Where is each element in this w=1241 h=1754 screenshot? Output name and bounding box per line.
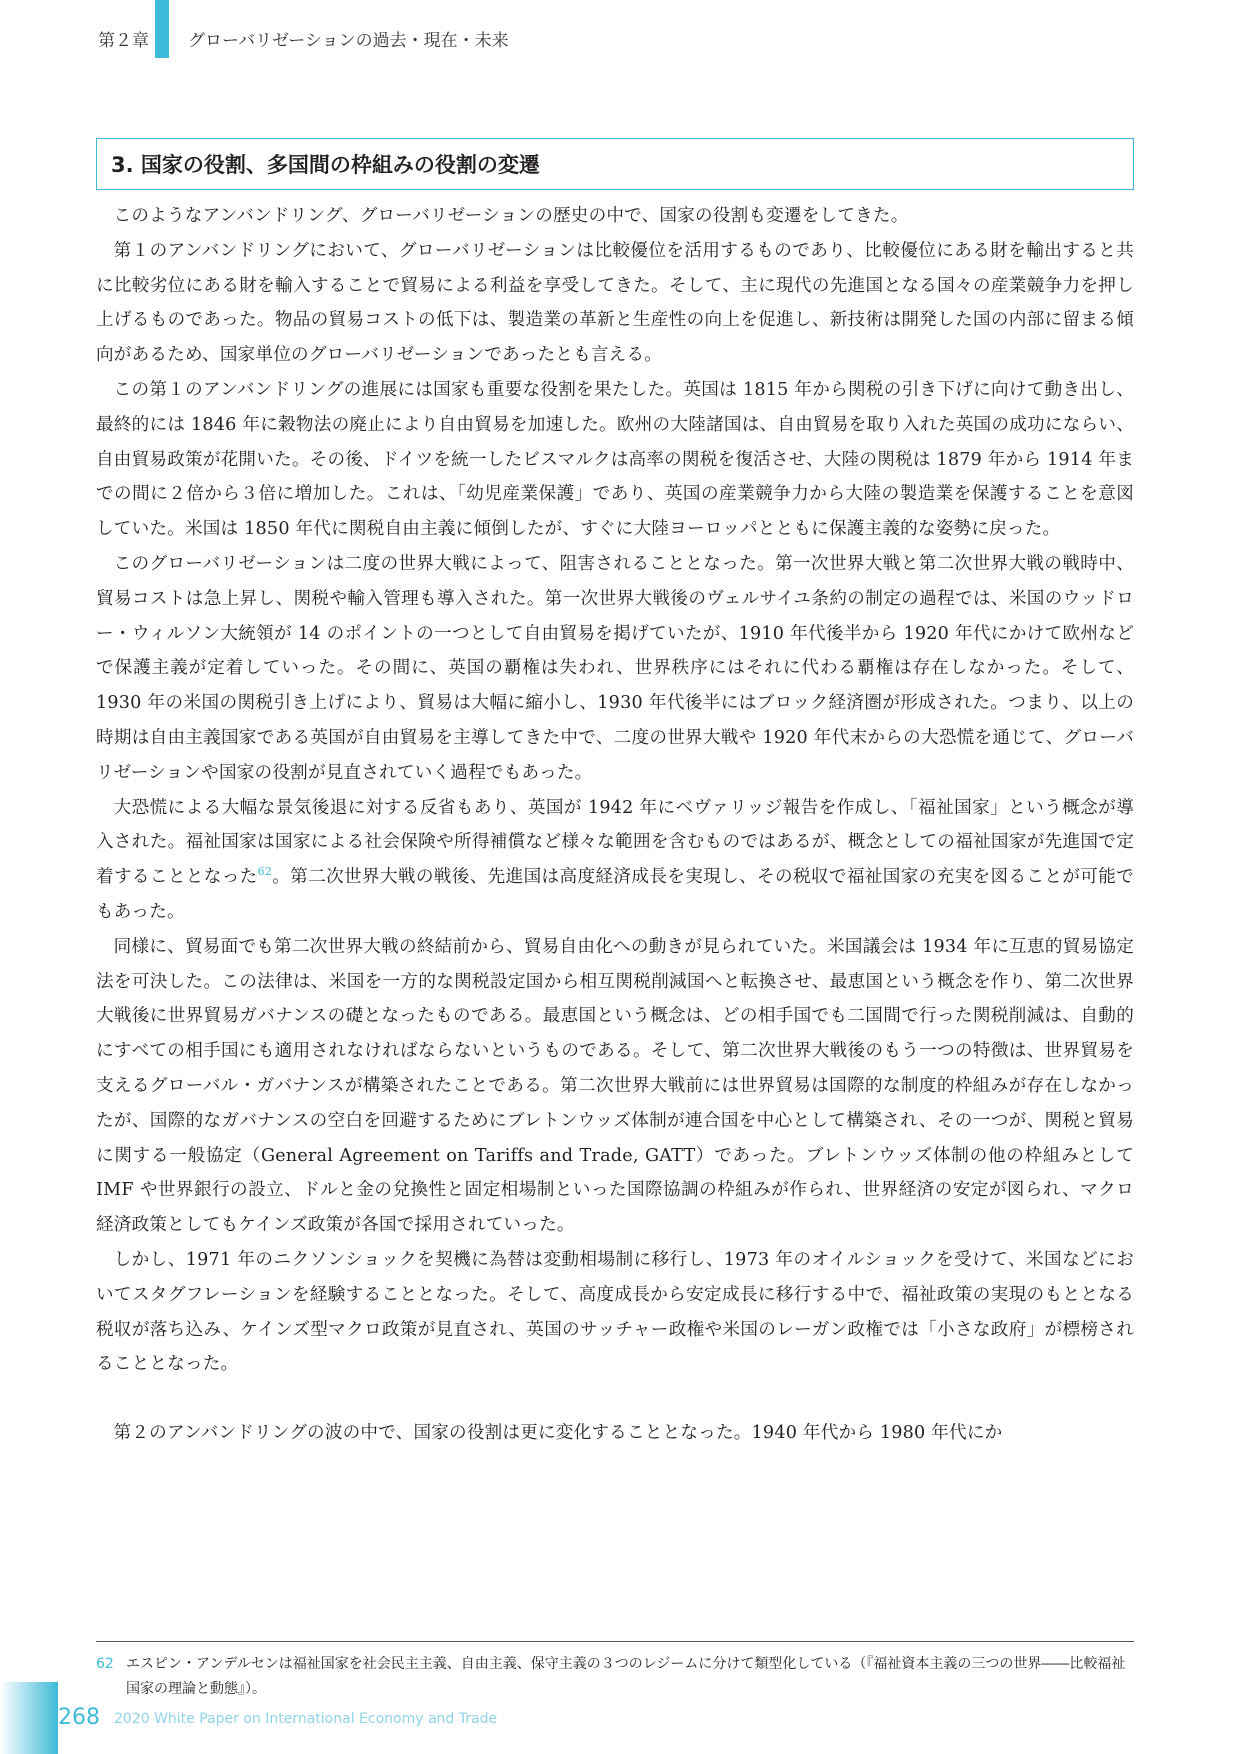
section-heading-box	[96, 138, 1134, 190]
footnote-text: エスピン・アンデルセンは福祉国家を社会民主主義、自由主義、保守主義の３つのレジームに分けて類型化している（『福祉資本主義の三つの世界――比較福祉国家の理論と動態』）。	[126, 1656, 1126, 1697]
paragraph: この第１のアンバンドリングの進展には国家も重要な役割を果たした。英国は 1815 年から関税の引き下げに向けて動き出し、最終的には 1846 年に穀物法の廃止により自由貿易を加速した。欧州の大陸諸国は、自由貿易を取り入れた英国の成功にならい、自由貿易政策が花開いた。その後、ドイツを統一したビスマルクは高率の関税を復活させ、大陸の関税は 1879 年から 1914 年までの間に２倍から３倍に増加した。これは、「幼児産業保護」であり、英国の産業競争力から大陸の製造業を保護することを意図していた。米国は 1850 年代に関税自由主義に傾倒したが、すぐに大陸ヨーロッパとともに保護主義的な姿勢に戻った。	[96, 379, 1134, 540]
paragraph-with-footnote	[96, 791, 1134, 930]
footnote-divider	[96, 1641, 1134, 1642]
page-number: 268	[58, 1705, 100, 1730]
body-text	[96, 199, 1134, 1451]
chapter-label: 第２章	[98, 31, 149, 51]
footnote	[96, 1652, 1134, 1702]
paragraph: 第１のアンバンドリングにおいて、グローバリゼーションは比較優位を活用するものであり、比較優位にある財を輸出すると共に比較劣位にある財を輸入することで貿易による利益を享受してきた。そして、主に現代の先進国となる国々の産業競争力を押し上げるものであった。物品の貿易コストの低下は、製造業の革新と生産性の向上を促進し、新技術は開発した国の内部に留まる傾向があるため、国家単位のグローバリゼーションであったとも言える。	[96, 240, 1134, 366]
header-accent-bar	[155, 0, 169, 58]
paragraph: 第２のアンバンドリングの波の中で、国家の役割は更に変化することとなった。1940 年代から 1980 年代にか	[113, 1423, 1003, 1444]
paragraph: このようなアンバンドリング、グローバリゼーションの歴史の中で、国家の役割も変遷をしてきた。	[113, 206, 909, 226]
paragraph: 同様に、貿易面でも第二次世界大戦の終結前から、貿易自由化への動きが見られていた。米国議会は 1934 年に互恵的貿易協定法を可決した。この法律は、米国を一方的な関税設定国から相互関税削減国へと転換させ、最恵国という概念を作り、第二次世界大戦後に世界貿易ガバナンスの礎となったものである。最恵国という概念は、どの相手国でも二国間で行った関税削減は、自動的にすべての相手国にも適用されなければならないというものである。そして、第二次世界大戦後のもう一つの特徴は、世界貿易を支えるグローバル・ガバナンスが構築されたことである。第二次世界大戦前には世界貿易は国際的な制度的枠組みが存在しなかったが、国際的なガバナンスの空白を回避するためにブレトンウッズ体制が連合国を中心として構築され、その一つが、関税と貿易に関する一般協定（General Agreement on Tariffs and Trade, GATT）であった。ブレトンウッズ体制の他の枠組みとして IMF や世界銀行の設立、ドルと金の兌換性と固定相場制といった国際協調の枠組みが作られ、世界経済の安定が図られ、マクロ経済政策としてもケインズ政策が各国で採用されていった。	[96, 936, 1134, 1236]
publication-title: 2020 White Paper on International Economy and Trade	[114, 1711, 498, 1727]
paragraph: このグローバリゼーションは二度の世界大戦によって、阻害されることとなった。第一次世界大戦と第二次世界大戦の戦時中、貿易コストは急上昇し、関税や輸入管理も導入された。第一次世界大戦後のヴェルサイユ条約の制定の過程では、米国のウッドロー・ウィルソン大統領が 14 のポイントの一つとして自由貿易を掲げていたが、1910 年代後半から 1920 年代にかけて欧州などで保護主義が定着していった。その間に、英国の覇権は失われ、世界秩序にはそれに代わる覇権は存在しなかった。そして、1930 年の米国の関税引き上げにより、貿易は大幅に縮小し、1930 年代後半にはブロック経済圏が形成された。つまり、以上の時期は自由主義国家である英国が自由貿易を主導してきた中で、二度の世界大戦や 1920 年代末からの大恐慌を通じて、グローバリゼーションや国家の役割が見直されていく過程でもあった。	[96, 553, 1134, 783]
footnote-number: 62	[96, 1656, 114, 1672]
chapter-title: グローバリゼーションの過去・現在・未来	[188, 31, 509, 51]
section-heading: 3. 国家の役割、多国間の枠組みの役割の変遷	[111, 153, 540, 177]
paragraph-part: 大恐慌による大幅な景気後退に対する反省もあり、英国が 1942 年にベヴァリッジ報告を作成し、「福祉国家」という概念が導入された。福祉国家は国家による社会保険や所得補償など様々な範囲を含むものではあるが、概念としての福祉国家が先進国で定着することとなった	[96, 797, 1134, 888]
footer-accent-bar	[0, 1682, 58, 1754]
paragraph: しかし、1971 年のニクソンショックを契機に為替は変動相場制に移行し、1973 年のオイルショックを受けて、米国などにおいてスタグフレーションを経験することとなった。そして、高度成長から安定成長に移行する中で、福祉政策の実現のもととなる税収が落ち込み、ケインズ型マクロ政策が見直され、英国のサッチャー政権や米国のレーガン政権では「小さな政府」が標榜されることとなった。	[96, 1249, 1134, 1375]
footnote-reference[interactable]: 62	[257, 865, 273, 879]
paragraph-part: 。第二次世界大戦の戦後、先進国は高度経済成長を実現し、その税収で福祉国家の充実を図ることが可能でもあった。	[96, 867, 1134, 922]
